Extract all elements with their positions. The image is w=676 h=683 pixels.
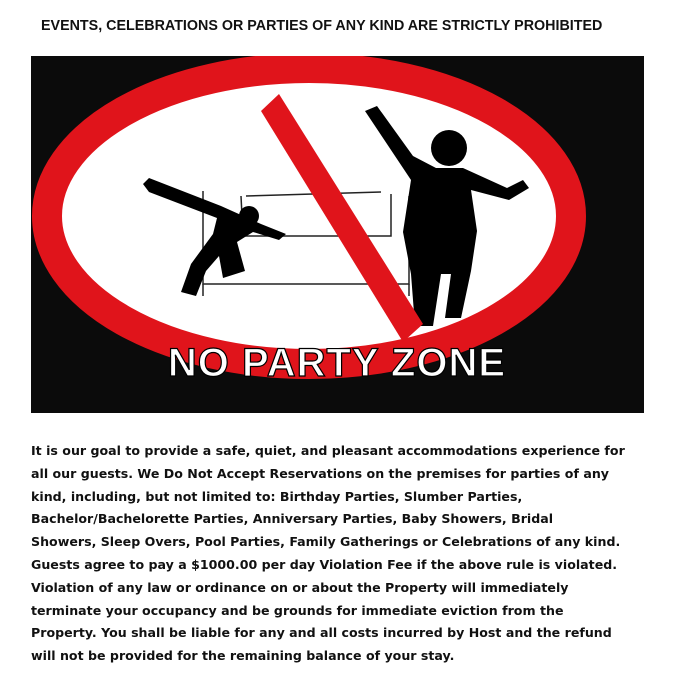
policy-line: Guests agree to pay a $1000.00 per day Violation Fee if the above rule is violated.: [31, 556, 618, 572]
policy-line: terminate your occupancy and be grounds for immediate eviction from the: [31, 602, 564, 618]
policy-line: It is our goal to provide a safe, quiet, and pleasant accommodations experience for: [31, 443, 625, 458]
policy-line: Bachelor/Bachelorette Parties, Anniversary Parties, Baby Showers, Bridal: [31, 511, 554, 527]
policy-line: Property. You shall be liable for any and all costs incurred by Host and the refund: [31, 625, 612, 641]
policy-line: will not be provided for the remaining balance of your stay.: [31, 648, 455, 664]
no-party-graphic: [31, 56, 644, 413]
policy-line: kind, including, but not limited to: Birthday Parties, Slumber Parties,: [31, 488, 523, 504]
policy-line: Violation of any law or ordinance on or about the Property will immediately: [31, 579, 569, 595]
policy-line: all our guests. We Do Not Accept Reservations on the premises for parties of any: [31, 465, 609, 481]
page-heading: EVENTS, CELEBRATIONS OR PARTIES OF ANY KIND ARE STRICTLY PROHIBITED: [41, 18, 603, 34]
no-party-sign: [31, 56, 644, 413]
sign-caption: NO PARTY ZONE: [167, 341, 507, 385]
policy-paragraph: [31, 440, 656, 668]
policy-line: Showers, Sleep Overs, Pool Parties, Family Gatherings or Celebrations of any kind.: [31, 534, 621, 550]
